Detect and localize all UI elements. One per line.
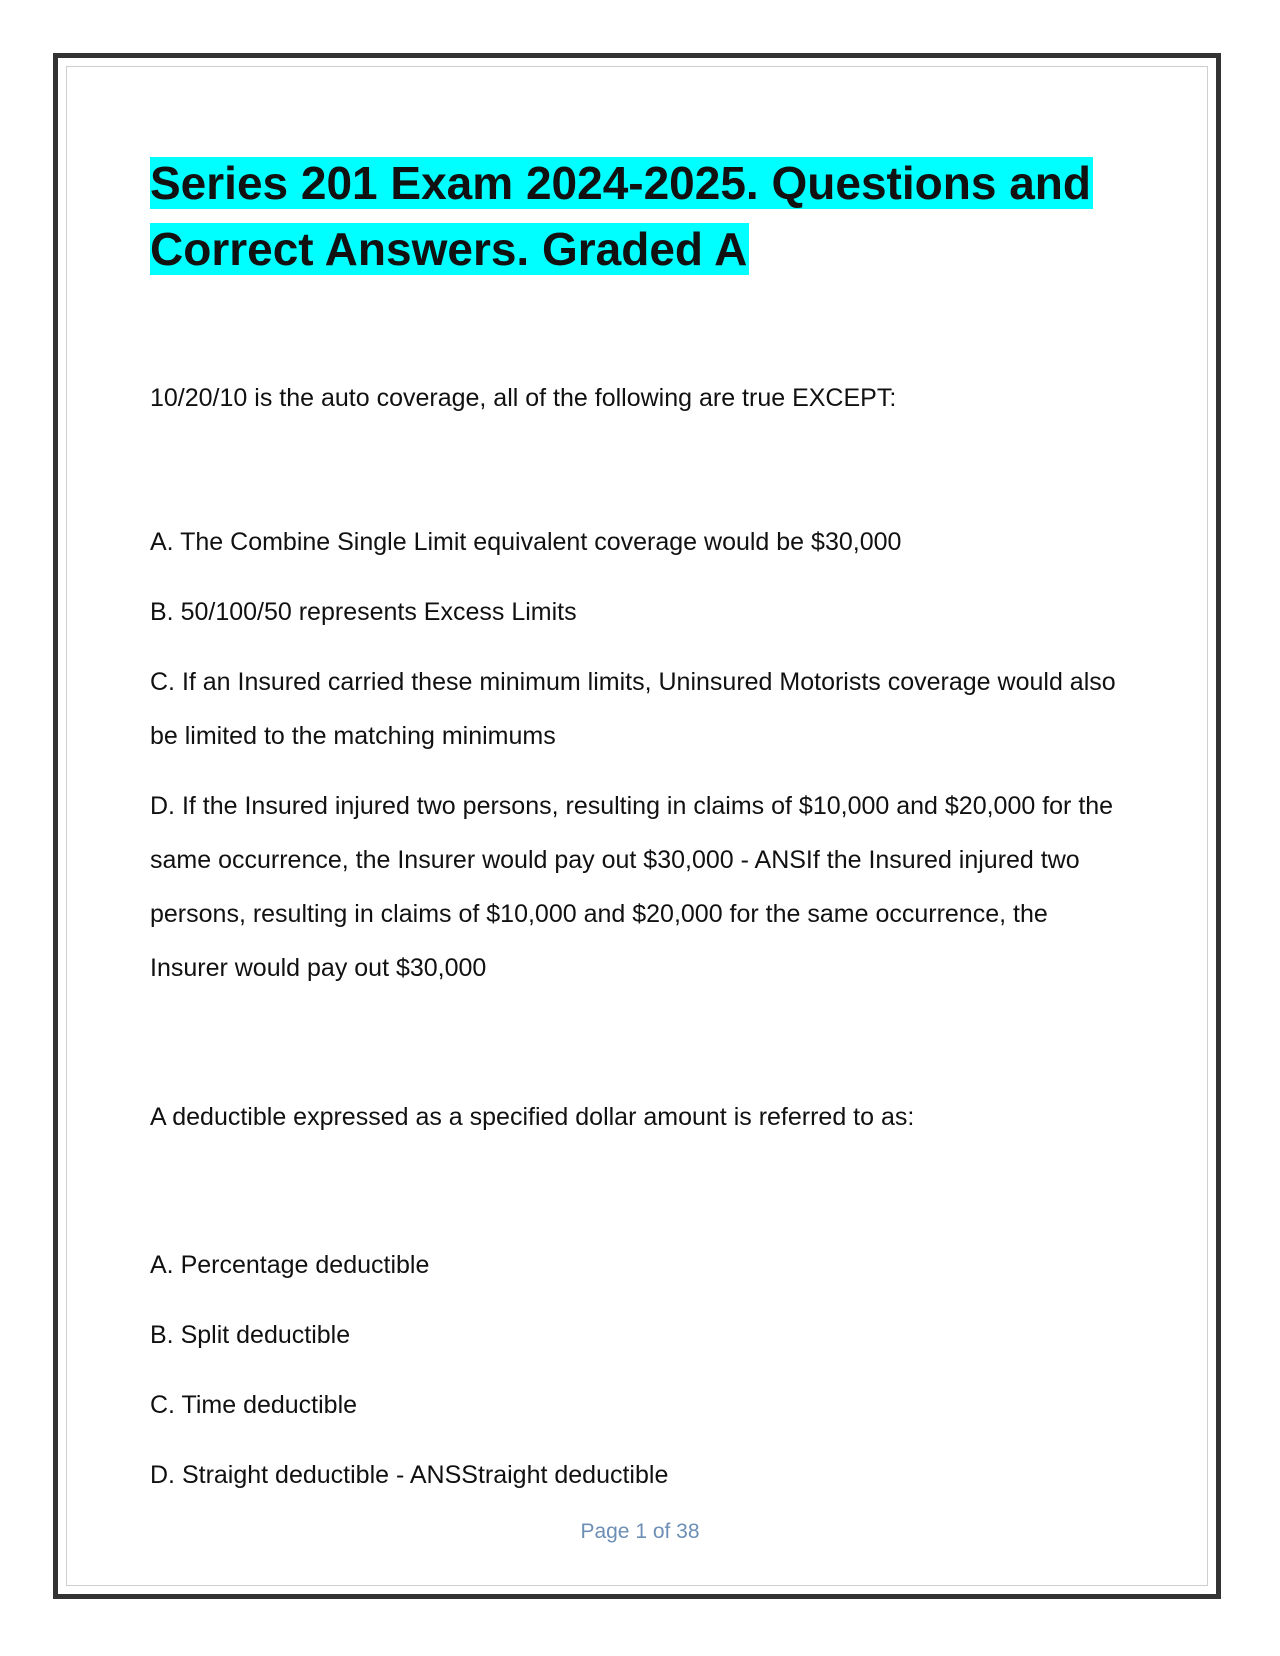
page-number-footer: Page 1 of 38 — [580, 1520, 700, 1543]
question-2-option-b: B. Split deductible — [150, 1321, 351, 1349]
question-2-option-a: A. Percentage deductible — [150, 1251, 430, 1279]
document-body — [150, 150, 1130, 1502]
question-2-option-c: C. Time deductible — [150, 1391, 358, 1419]
question-1-option-d: D. If the Insured injured two persons, resulting in claims of $10,000 and $20,000 for the same occurrence, the Insurer would pay out $30,000 - ANSIf the Insured injured two persons, resulting in claims of $10,000 and $20,000 for the same occurrence, the Insurer would pay out $30,000 — [150, 792, 1114, 982]
question-1-options — [150, 515, 1130, 995]
question-1-option-b: B. 50/100/50 represents Excess Limits — [150, 598, 577, 626]
question-1-prompt: 10/20/10 is the auto coverage, all of the following are true EXCEPT: — [150, 384, 897, 412]
title-highlight: Series 201 Exam 2024-2025. Questions and Correct Answers. Graded A — [150, 157, 1091, 275]
question-1-option-c: C. If an Insured carried these minimum limits, Uninsured Motorists coverage would also be limited to the matching minimums — [150, 668, 1116, 750]
question-2-prompt: A deductible expressed as a specified dollar amount is referred to as: — [150, 1103, 915, 1131]
document-title — [150, 150, 1130, 282]
question-2-options — [150, 1238, 1130, 1502]
question-1-option-a: A. The Combine Single Limit equivalent coverage would be $30,000 — [150, 528, 902, 556]
question-2-option-d: D. Straight deductible - ANSStraight deductible — [150, 1461, 669, 1489]
